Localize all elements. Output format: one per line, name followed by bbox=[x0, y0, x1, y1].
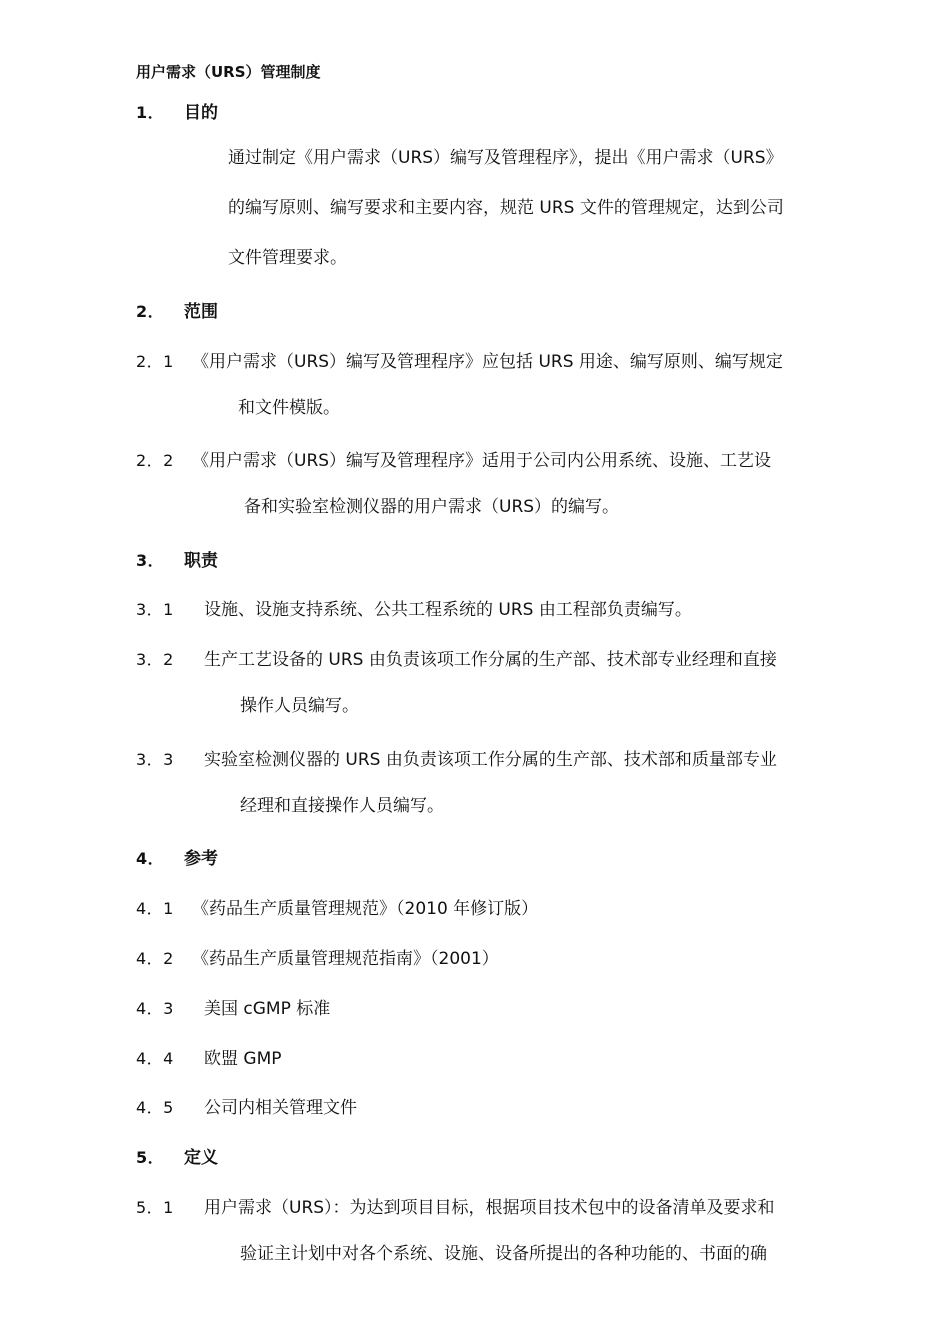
item-2-1-text: 《用户需求（URS）编写及管理程序》应包括 URS 用途、编写原则、编写规定 bbox=[192, 352, 783, 372]
item-3-3-text: 实验室检测仪器的 URS 由负责该项工作分属的生产部、技术部和质量部专业 bbox=[204, 750, 777, 770]
section-5-heading: 定义 bbox=[184, 1148, 218, 1168]
section-1-paragraph-line: 通过制定《用户需求（URS）编写及管理程序》，提出《用户需求（URS》 bbox=[228, 148, 783, 168]
item-5-1-number: 5．1 bbox=[136, 1198, 174, 1217]
item-3-1-number: 3．1 bbox=[136, 600, 174, 619]
item-4-2-number: 4．2 bbox=[136, 949, 174, 968]
item-2-2-text: 《用户需求（URS）编写及管理程序》适用于公司内公用系统、设施、工艺设 bbox=[192, 451, 772, 471]
item-3-1-text: 设施、设施支持系统、公共工程系统的 URS 由工程部负责编写。 bbox=[204, 600, 692, 620]
item-2-1-number: 2．1 bbox=[136, 352, 174, 371]
section-5-number: 5． bbox=[136, 1148, 165, 1167]
document-title: 用户需求（URS）管理制度 bbox=[136, 63, 321, 81]
item-4-2-text: 《药品生产质量管理规范指南》（2001） bbox=[192, 949, 499, 969]
item-4-1-number: 4．1 bbox=[136, 899, 174, 918]
section-2-number: 2． bbox=[136, 302, 165, 321]
section-4-number: 4． bbox=[136, 849, 165, 868]
item-3-3-text-cont: 经理和直接操作人员编写。 bbox=[240, 796, 444, 816]
item-2-1-text-cont: 和文件模版。 bbox=[238, 398, 340, 418]
section-1-heading: 目的 bbox=[184, 103, 218, 123]
item-3-2-text-cont: 操作人员编写。 bbox=[240, 696, 359, 716]
item-5-1-text-cont: 验证主计划中对各个系统、设施、设备所提出的各种功能的、书面的确 bbox=[240, 1244, 767, 1264]
item-4-5-text: 公司内相关管理文件 bbox=[204, 1098, 357, 1118]
section-1-number: 1． bbox=[136, 103, 165, 122]
item-4-1-text: 《药品生产质量管理规范》（2010 年修订版） bbox=[192, 899, 539, 919]
item-4-3-text: 美国 cGMP 标准 bbox=[204, 999, 331, 1019]
section-3-number: 3． bbox=[136, 551, 165, 570]
section-1-paragraph-line: 文件管理要求。 bbox=[228, 248, 347, 268]
section-3-heading: 职责 bbox=[184, 551, 218, 571]
item-2-2-text-cont: 备和实验室检测仪器的用户需求（URS）的编写。 bbox=[244, 497, 620, 517]
item-4-4-text: 欧盟 GMP bbox=[204, 1049, 282, 1069]
item-3-2-number: 3．2 bbox=[136, 650, 174, 669]
section-4-heading: 参考 bbox=[184, 849, 218, 869]
item-4-4-number: 4．4 bbox=[136, 1049, 174, 1068]
item-4-3-number: 4．3 bbox=[136, 999, 174, 1018]
item-2-2-number: 2．2 bbox=[136, 451, 174, 470]
item-4-5-number: 4．5 bbox=[136, 1098, 174, 1117]
section-1-paragraph-line: 的编写原则、编写要求和主要内容，规范 URS 文件的管理规定，达到公司 bbox=[228, 198, 784, 218]
item-3-3-number: 3．3 bbox=[136, 750, 174, 769]
section-2-heading: 范围 bbox=[184, 302, 218, 322]
item-3-2-text: 生产工艺设备的 URS 由负责该项工作分属的生产部、技术部专业经理和直接 bbox=[204, 650, 777, 670]
item-5-1-text: 用户需求（URS）：为达到项目目标，根据项目技术包中的设备清单及要求和 bbox=[204, 1198, 775, 1218]
